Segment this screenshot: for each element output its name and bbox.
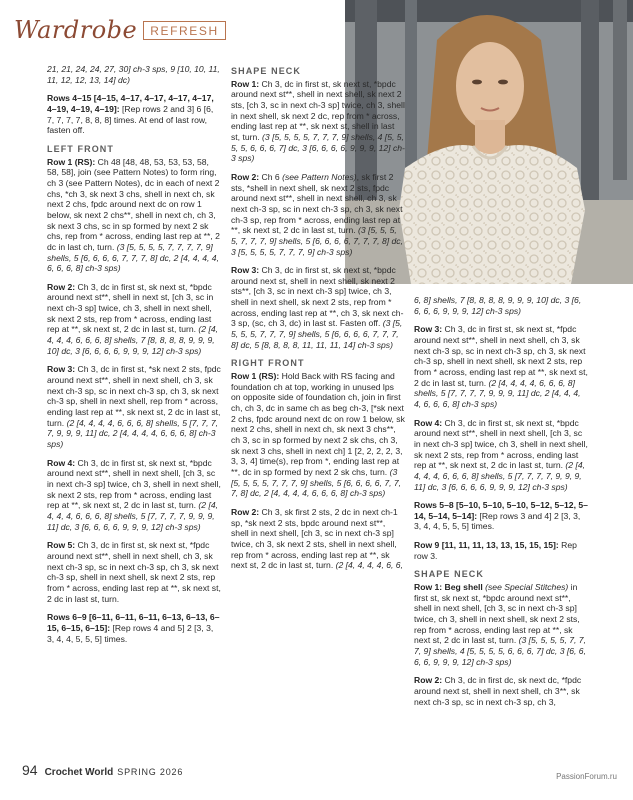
paragraph-row-1-beg-shell bbox=[414, 582, 588, 667]
paragraph-row-3 bbox=[231, 265, 405, 350]
page-footer bbox=[22, 762, 183, 778]
row-text: Ch 3, dc in first dc, sk next dc, *fpdc around next st, shell in next shell, ch 3**, sk next ch-3 sp, sc in next ch-3 sp, ch 3, bbox=[414, 675, 582, 707]
page-number: 94 bbox=[22, 762, 38, 778]
section-subtitle: REFRESH bbox=[143, 21, 226, 40]
paragraph-row-2c bbox=[414, 675, 588, 707]
row-label: Rows 5–8 [5–10, 5–10, 5–10, 5–12, 5–12, 5–14, 5–14, 5–14]: bbox=[414, 500, 588, 521]
row-note: (see Special Stitches) bbox=[482, 582, 569, 593]
paragraph-row-2b bbox=[231, 507, 405, 571]
row-label: Row 3: bbox=[231, 265, 260, 276]
row-label: Row 9 [11, 11, 11, 13, 13, 15, 15, 15]: bbox=[414, 540, 559, 551]
paragraph-row-1 bbox=[47, 157, 221, 274]
row-text: Ch 6 bbox=[259, 171, 283, 182]
paragraph-counts bbox=[47, 64, 221, 85]
row-note: (see Pattern Notes) bbox=[282, 171, 357, 182]
row-text: [Rep rows 2 and 3] 6 [6, 7, 7, 7, 7, 8, 8, 8] times. At end of last row, fasten off. bbox=[47, 103, 214, 136]
watermark: PassionForum.ru bbox=[556, 772, 617, 781]
heading-left-front: LEFT FRONT bbox=[47, 143, 114, 154]
heading-shape-neck-2: SHAPE NECK bbox=[414, 569, 485, 580]
row-counts: (3 [5, 5, 5, 5, 7, 7, 7, 7, 9] shells, 5 [6, 6, 6, 6, 7, 7, 7, 8] dc, 2 [4, 4, 4, 4, 6, 6, 6, 8] ch-3 sps) bbox=[47, 241, 219, 274]
row-text: Ch 3, dc in first st, sk next st, *fpdc around next st**, shell in next shell, ch 3, sk next ch-3 sp, sc in next ch-3 sp, ch 3, sk next ch-3 sp, shell in next shell, sk next 2 sts, rep from * across, ending last rep at **, sk next st, 2 dc in last st, turn. bbox=[47, 540, 221, 604]
paragraph-rows-4-15 bbox=[47, 93, 221, 136]
row-counts: (2 [4, 4, 4, 4, 6, 6, 6, 8] shells, 5 [7, 7, 7, 7, 9, 9, 9, 11] dc, 3 [6, 6, 6, 6, 9, 9, 9, 12] ch-3 sps) bbox=[414, 460, 586, 492]
row-label: Row 2: bbox=[231, 506, 260, 517]
column-3 bbox=[414, 295, 588, 715]
row-label: Row 5: bbox=[47, 540, 76, 551]
row-counts: (2 [4, 4, 4, 4, 6, 6, 6, 8] shells, 7 [8, 8, 8, 8, 9, 9, 9, 10] dc, 3 [6, 6, 6, 6, 9, 9, 9, 12] ch-3 sps) bbox=[47, 324, 219, 356]
paragraph-rows-6-9 bbox=[47, 612, 221, 644]
row-label: Row 4: bbox=[414, 417, 443, 428]
row-label: Row 2: bbox=[414, 675, 443, 686]
paragraph-row-1-rs bbox=[231, 371, 405, 499]
row-text: Hold Back with RS facing and foundation ch at top, working in unused lps on opposite side of foundation ch, join in first ch, ch 3, dc in same ch as beg ch-3, [*sk next 2 chs, fpdc around next dc on row 1 below, sk next 2 chs, shell in next ch, sk next 3 chs**, ch 3, sc in sp formed by next 2 sk chs, ch 3, sk next 3 chs, shell in next ch] 1 [2, 2, 2, 2, 3, 3, 3, 4] time(s), rep from *, ending last rep at **, dc in sp formed by next 2 sk chs, turn. bbox=[231, 371, 405, 477]
row-counts: (3 [5, 5, 5, 5, 7, 7, 7, 9] shells, 4 [5, 5, 5, 5, 6, 6, 6, 7] dc, 3 [6, 6, 6, 6, 9, 9, 9, 12] ch-3 sps) bbox=[414, 635, 586, 667]
row-text: , sk first 2 sts, *shell in next shell, sk next 2 sts, fpdc around next st**, shell in next shell, ch 3, sk next ch-3 sp, sc in next ch-3 sp, ch 3, sk next ch-3 sp, rep from * across, ending last rep at **, sk next st, 2 dc in last st, turn. bbox=[231, 171, 403, 236]
heading-right-front: RIGHT FRONT bbox=[231, 358, 305, 369]
row-label: Row 1 (RS): bbox=[47, 156, 96, 167]
paragraph-row-9 bbox=[414, 540, 588, 561]
row-text: Ch 3, dc in first st, sk next st, *bpdc around next st**, shell in next shell, [ch 3, sc in next ch-3 sp] twice, ch 3, shell in next shell, sk next 2 sts, rep from * across, ending last rep at **, sk next st, 2 dc in last st, turn. bbox=[47, 457, 221, 511]
row-counts: (3 [5, 5, 5, 5, 7, 7, 7, 9] shells, 5 [6, 6, 6, 6, 7, 7, 7, 8] dc, 5 [8, 8, 8, 8, 11, 11, 11, 14] ch-3 sps) bbox=[231, 318, 403, 350]
counts-text: 21, 21, 24, 24, 27, 30] ch-3 sps, 9 [10, 10, 11, 11, 12, 12, 13, 14] dc) bbox=[47, 64, 220, 85]
section-header bbox=[14, 14, 226, 46]
column-2 bbox=[231, 64, 405, 579]
row-label: Row 4: bbox=[47, 457, 76, 468]
row-label: Row 1 (RS): bbox=[231, 371, 280, 382]
column-1 bbox=[47, 64, 221, 652]
paragraph-row-1 bbox=[231, 79, 405, 164]
paragraph-row-3 bbox=[414, 324, 588, 409]
row-label: Row 3: bbox=[414, 324, 443, 335]
paragraph-counts bbox=[414, 295, 588, 316]
row-text: Ch 3, dc in first st, sk next st, *fpdc around next st**, shell in next shell, ch 3, sk next ch-3 sp, sc in next ch-3 sp, ch 3, sk next ch-3 sp, shell in next shell, sk next 2 sts, rep from * across, ending last rep at **, sk next st, 2 dc in last st, turn. bbox=[414, 324, 588, 388]
paragraph-row-2 bbox=[47, 282, 221, 357]
row-text: Ch 3, dc in first st, *sk next 2 sts, fpdc around next st**, shell in next shell, ch 3, sk next ch-3 sp, sc in next ch-3 sp, ch 3, sk next ch-3 sp, shell in next shell, rep from * across, ending last rep at **, sk next st, 2 dc in last st, turn. bbox=[47, 364, 221, 428]
row-label: Row 2: bbox=[47, 281, 76, 292]
row-text: in first st, sk next st, *bpdc around next st**, shell in next shell, [ch 3, sc in next ch-3 sp] twice, ch 3, shell in next shell, sk next 2 sts, rep from * across, ending last rep at **, sk next st, 2 dc in last st, turn. bbox=[414, 582, 580, 646]
paragraph-row-4 bbox=[414, 418, 588, 493]
row-text: Ch 3, dc in first st, sk next st, *bpdc around next st**, shell in next shell, [ch 3, sc in next ch-3 sp] twice, ch 3, shell in next shell, sk next 2 sts, rep from * across, ending last rep at **, sk next st, 2 dc in last st, turn. bbox=[414, 417, 588, 471]
row-text: Ch 48 [48, 48, 53, 53, 53, 58, 58, 58], join (see Pattern Notes) to form ring, ch 3 (see Pattern Notes), dc in each of next 2 chs, *ch 3, sk next 3 chs, shell in next ch, sk next 2 chs, fpdc around next dc on row 1 below, sk next 2 chs**, shell in next ch, ch 3, sk next 3 chs, sc in sp formed by next 2 sk chs, rep from * across, ending last rep at **, 2 dc in last ch, turn. bbox=[47, 156, 220, 252]
issue-label: SPRING 2026 bbox=[117, 767, 184, 777]
row-counts: (2 [4, 4, 4, 4, 6, 6, 6, 8] shells, 5 [7, 7, 7, 7, 9, 9, 9, 11] dc, 2 [4, 4, 4, 4, 6, 6, 6, 8] ch-3 sps) bbox=[47, 417, 219, 449]
row-text: Ch 3, dc in first st, sk next st, *bpdc around next st**, shell in next shell, sk next 2 sts, [ch 3, sc in next ch-3 sp] twice, ch 3, shell in next shell, sk next 2 dc, rep from * across, ending last rep at **, sk next st, shell in last st, turn. bbox=[231, 78, 405, 142]
row-counts: (2 [4, 4, 4, 4, 6, 6, 6, 8] shells, 5 [7, 7, 7, 7, 9, 9, 9, 11] dc, 3 [6, 6, 6, 6, 9, 9, 9, 12] ch-3 sps) bbox=[47, 500, 219, 532]
row-counts: (3 [5, 5, 5, 5, 7, 7, 7, 9] shells, 4 [5, 5, 5, 5, 6, 6, 6, 7] dc, 3 [6, 6, 6, 6, 9, 9, 9, 12] ch-3 sps) bbox=[231, 131, 405, 164]
row-text: Ch 3, sk first 2 sts, 2 dc in next ch-1 sp, *sk next 2 sts, bpdc around next st**, shell in next shell, [ch 3, sc in next ch-3 sp] twice, ch 3, sk next 2 sts, shell in next shell, rep from * across, ending last rep at **, sk next st, 2 dc in last st, turn. bbox=[231, 506, 398, 571]
row-label: Rows 4–15 [4–15, 4–17, 4–17, 4–17, 4–17, 4–19, 4–19, 4–19]: bbox=[47, 93, 214, 114]
paragraph-row-4 bbox=[47, 458, 221, 533]
row-text: Ch 3, dc in first st, sk next st, *bpdc around next st, shell in next shell, sk next 2 sts**, [ch 3, sc in next ch-3 sp] twice, ch 3, shell in next shell, sk next 2 sts, rep from * across, ending last rep at **, ch 3, sk next ch-3 sp, (sc, ch 3, dc) in last st. Fasten off. bbox=[231, 265, 404, 329]
row-text: [Rep rows 4 and 5] 2 [3, 3, 3, 4, 4, 5, 5, 5] times. bbox=[47, 622, 214, 644]
row-counts: (2 [4, 4, 4, 4, 6, 6, bbox=[333, 560, 403, 571]
paragraph-row-2 bbox=[231, 172, 405, 257]
row-counts: (3 [5, 5, 5, 5, 7, 7, 7, 9] shells, 5 [6, 6, 6, 6, 7, 7, 7, 8] dc, 3 [5, 5, 5, 5, 7, 7, 7, 9] ch-3 sps) bbox=[231, 225, 403, 257]
counts-text: 6, 8] shells, 7 [8, 8, 8, 8, 9, 9, 9, 10] dc, 3 [6, 6, 6, 6, 9, 9, 9, 12] ch-3 sps) bbox=[414, 295, 582, 316]
heading-shape-neck: SHAPE NECK bbox=[231, 66, 302, 76]
row-label: Row 1: bbox=[231, 78, 260, 89]
row-text: [Rep rows 3 and 4] 2 [3, 3, 3, 4, 4, 5, 5, 5] times. bbox=[414, 510, 581, 532]
magazine-name: Crochet World bbox=[44, 767, 114, 778]
row-label: Row 1: Beg shell bbox=[414, 582, 483, 593]
row-counts: (3 [5, 5, 5, 5, 7, 7, 7, 9] shells, 5 [6, 6, 6, 6, 7, 7, 7, 8] dc, 2 [4, 4, 4, 4, 6, 6, 6, 8] ch-3 sps) bbox=[231, 466, 402, 499]
row-text: Rep row 3. bbox=[414, 540, 577, 561]
paragraph-row-5 bbox=[47, 540, 221, 604]
row-text: Ch 3, dc in first st, sk next st, *bpdc around next st**, shell in next st, [ch 3, sc in next ch-3 sp] twice, ch 3, shell in next shell, sk next 2 sts, rep from * across, ending last rep at **, sk next st, 2 dc in last st, turn. bbox=[47, 281, 214, 335]
row-counts: (2 [4, 4, 4, 4, 6, 6, 6, 8] shells, 5 [7, 7, 7, 7, 9, 9, 9, 11] dc, 2 [4, 4, 4, 4, 6, 6, 6, 8] ch-3 sps) bbox=[414, 377, 581, 409]
paragraph-row-3 bbox=[47, 364, 221, 449]
row-label: Row 3: bbox=[47, 364, 76, 375]
row-label: Rows 6–9 [6–11, 6–11, 6–11, 6–13, 6–13, 6–15, 6–15, 6–15]: bbox=[47, 612, 220, 633]
section-title: Wardrobe bbox=[14, 16, 138, 44]
paragraph-rows-5-8 bbox=[414, 500, 588, 532]
row-label: Row 2: bbox=[231, 171, 260, 182]
